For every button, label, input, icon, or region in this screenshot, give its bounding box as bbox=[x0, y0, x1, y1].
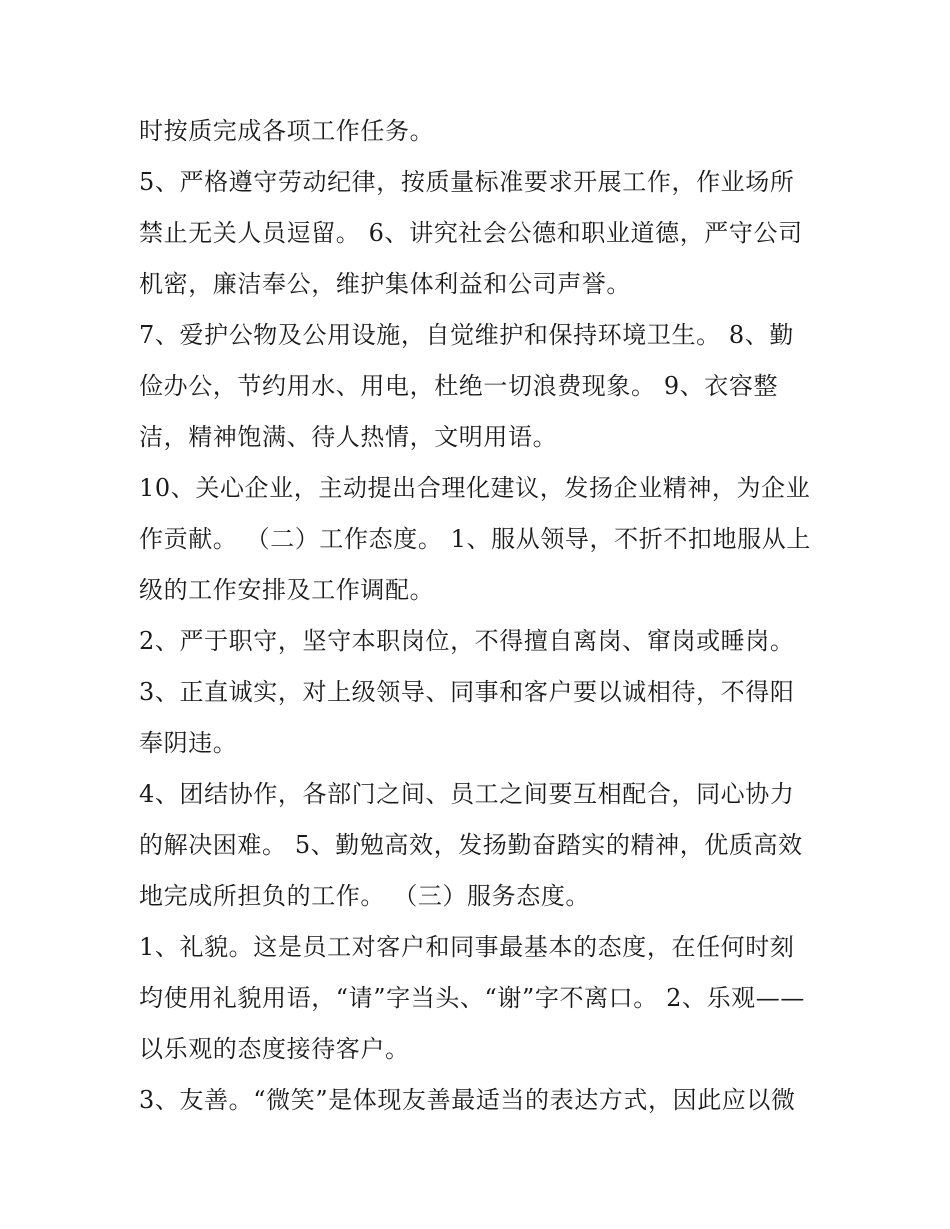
text-line: 均使用礼貌用语，“请”字当头、“谢”字不离口。 2、乐观—— bbox=[139, 984, 805, 1012]
text-line: 机密，廉洁奉公，维护集体利益和公司声誉。 bbox=[139, 270, 631, 298]
text-line: 2、严于职守，坚守本职岗位，不得擅自离岗、窜岗或睡岗。 bbox=[139, 627, 795, 655]
text-line: 7、爱护公物及公用设施，自觉维护和保持环境卫生。 8、勤 bbox=[139, 321, 794, 349]
text-line: 1、礼貌。这是员工对客户和同事最基本的态度，在任何时刻 bbox=[139, 933, 795, 961]
text-line: 4、团结协作，各部门之间、员工之间要互相配合，同心协力 bbox=[139, 780, 795, 808]
text-line: 洁，精神饱满、待人热情，文明用语。 bbox=[139, 423, 558, 451]
text-line: 地完成所担负的工作。 （三）服务态度。 bbox=[139, 882, 591, 910]
text-line: 3、正直诚实，对上级领导、同事和客户要以诚相待，不得阳 bbox=[139, 678, 795, 706]
text-line: 3、友善。“微笑”是体现友善最适当的表达方式，因此应以微 bbox=[139, 1086, 796, 1114]
document-body bbox=[139, 106, 819, 1126]
text-line: 5、严格遵守劳动纪律，按质量标准要求开展工作，作业场所 bbox=[139, 168, 795, 196]
text-line: 以乐观的态度接待客户。 bbox=[139, 1035, 410, 1063]
text-line: 奉阴违。 bbox=[139, 729, 238, 757]
text-line: 10、关心企业，主动提出合理化建议，发扬企业精神，为企业 bbox=[139, 474, 811, 502]
text-line: 级的工作安排及工作调配。 bbox=[139, 576, 435, 604]
text-line: 作贡献。 （二）工作态度。 1、服从领导，不折不扣地服从上 bbox=[139, 525, 811, 553]
text-line: 时按质完成各项工作任务。 bbox=[139, 117, 435, 145]
text-line: 俭办公，节约用水、用电，杜绝一切浪费现象。 9、衣容整 bbox=[139, 372, 779, 400]
text-line: 禁止无关人员逗留。 6、讲究社会公德和职业道德，严守公司 bbox=[139, 219, 803, 247]
text-line: 的解决困难。 5、勤勉高效，发扬勤奋踏实的精神，优质高效 bbox=[139, 831, 803, 859]
